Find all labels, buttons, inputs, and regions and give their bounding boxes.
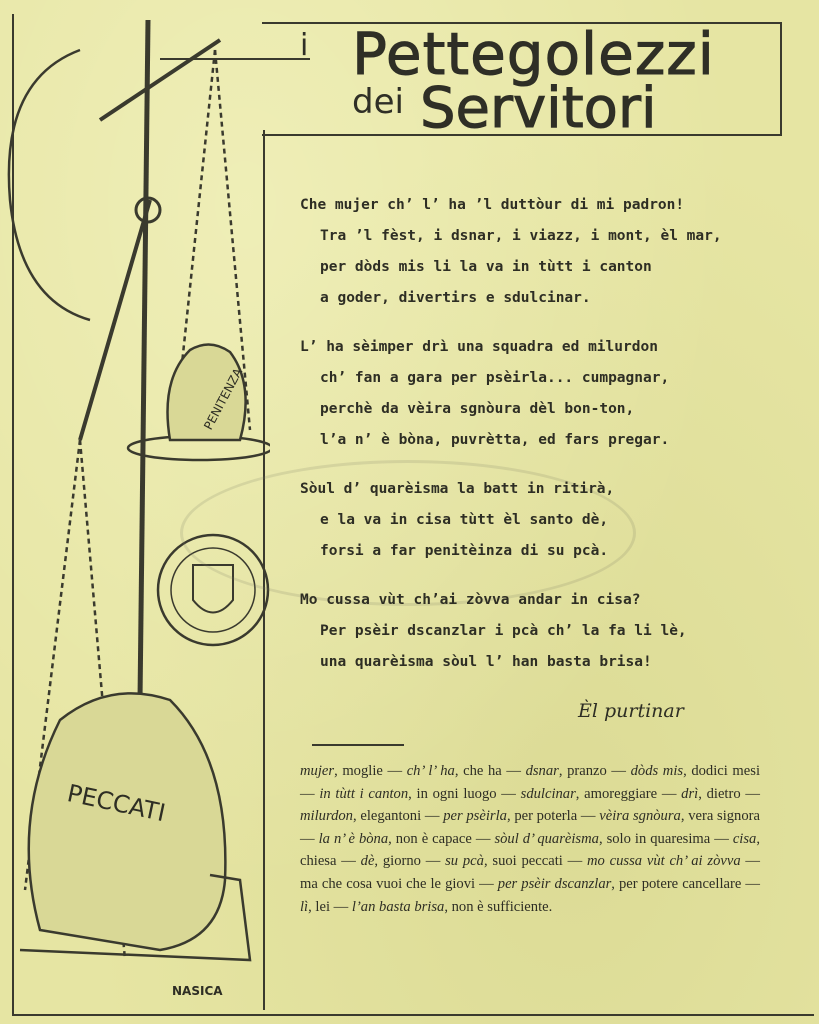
poem-stanza [300,190,780,314]
poem-line: a goder, divertirs e sdulcinar. [320,290,591,306]
poem-line: Mo cussa vùt ch’ai zòvva andar in cisa? [300,592,641,608]
glossary-term: ch’ l’ ha [406,763,455,779]
scale-beam [100,40,220,120]
title-prefix: i [300,28,309,63]
glossary-term: milurdon [300,808,353,825]
title-article: dei [352,82,404,122]
glossary-gloss: , per potere cancellare — [611,875,760,892]
glossary-gloss: , chiesa — [300,830,760,870]
scale-post [140,20,148,700]
scale-beam-lower [80,200,150,440]
large-sack [29,693,226,950]
section-rule [312,744,404,746]
archive-stamp [158,535,268,645]
poem-stanza [300,474,780,567]
title-line-1: Pettegolezzi [352,20,715,88]
poem-line: per dòds mis li la va in tùtt i canton [320,259,652,275]
large-sack-label: PECCATI [64,779,168,828]
glossary-term: in tùtt i canton [319,785,409,802]
poem-line: e la va in cisa tùtt èl santo dè, [320,512,609,528]
glossary-term: per psèir dscanzlar [497,875,612,892]
glossary-gloss: , elegantoni — [352,808,444,825]
glossary-gloss: , giorno — [374,853,446,870]
poem-line: ch’ fan a gara per psèirla... cumpagnar, [320,370,670,386]
poem-line: Sòul d’ quarèisma la batt in ritirà, [300,481,615,497]
glossary-term: sdulcinar [520,785,576,802]
glossary-term: vèira sgnòura [599,808,681,825]
poem-line: forsi a far penitèinza di su pcà. [320,543,609,559]
glossary-gloss: — ma che cosa vuoi che le giovi — [300,853,761,892]
glossary-gloss: , dietro — [698,785,760,802]
poem [300,190,780,696]
poem-stanza [300,585,780,678]
glossary [300,760,760,918]
illustrator-credit: NASICA [172,984,223,998]
glossary-term: dsnar [525,763,559,779]
poem-line: perchè da vèira sgnòura dèl bon-ton, [320,401,635,417]
glossary-gloss: , dodici mesi — [300,763,760,802]
glossary-gloss: , lei — [308,898,352,915]
glossary-term: drì [681,785,699,802]
glossary-gloss: , vera signora — [300,808,760,847]
glossary-gloss: , amoreggiare — [575,785,682,802]
glossary-term: cisa [732,830,757,847]
glossary-gloss: , solo in quaresima — [598,830,733,847]
glossary-term: mujer [300,763,335,779]
glossary-gloss: , non è sufficiente. [444,898,553,915]
title-line-2: Servitori [420,76,657,141]
glossary-term: dè [360,853,375,870]
glossary-term: sòul d’ quarèisma [494,830,599,847]
poem-line: una quarèisma sòul l’ han basta brisa! [320,654,652,670]
glossary-term: dòds mis [630,763,684,779]
poem-signature: Èl purtinar [578,700,684,722]
glossary-term: la n’ è bòna [318,830,389,847]
glossary-gloss: , non è capace — [388,830,495,847]
glossary-term: lì [300,898,309,915]
glossary-term: l’an basta brisa [351,898,445,915]
glossary-term: mo cussa vùt ch’ ai zòvva [587,853,741,870]
poem-line: Tra ’l fèst, i dsnar, i viazz, i mont, èl mar, [320,228,722,244]
small-sack-label: PENITENZA [201,365,246,433]
glossary-gloss: , moglie — [334,763,407,779]
glossary-gloss: , suoi peccati — [483,853,587,870]
scale-illustration [0,0,270,1024]
poem-stanza [300,332,780,456]
poem-line: Che mujer ch’ l’ ha ’l duttòur di mi padron! [300,197,685,213]
poem-line: L’ ha sèimper drì una squadra ed milurdon [300,339,658,355]
glossary-gloss: , per poterla — [506,808,600,825]
glossary-term: per psèirla [443,808,507,825]
stamp-shield-icon [193,565,233,613]
glossary-gloss: , in ogni luogo — [408,785,521,802]
glossary-gloss: , che ha — [454,763,526,779]
glossary-term: su pcà [445,853,484,870]
arc-stroke [9,50,90,320]
poem-line: l’a n’ è bòna, puvrètta, ed fars pregar. [320,432,670,448]
glossary-gloss: , pranzo — [558,763,631,779]
poem-line: Per psèir dscanzlar i pcà ch’ la fa li lè, [320,623,687,639]
